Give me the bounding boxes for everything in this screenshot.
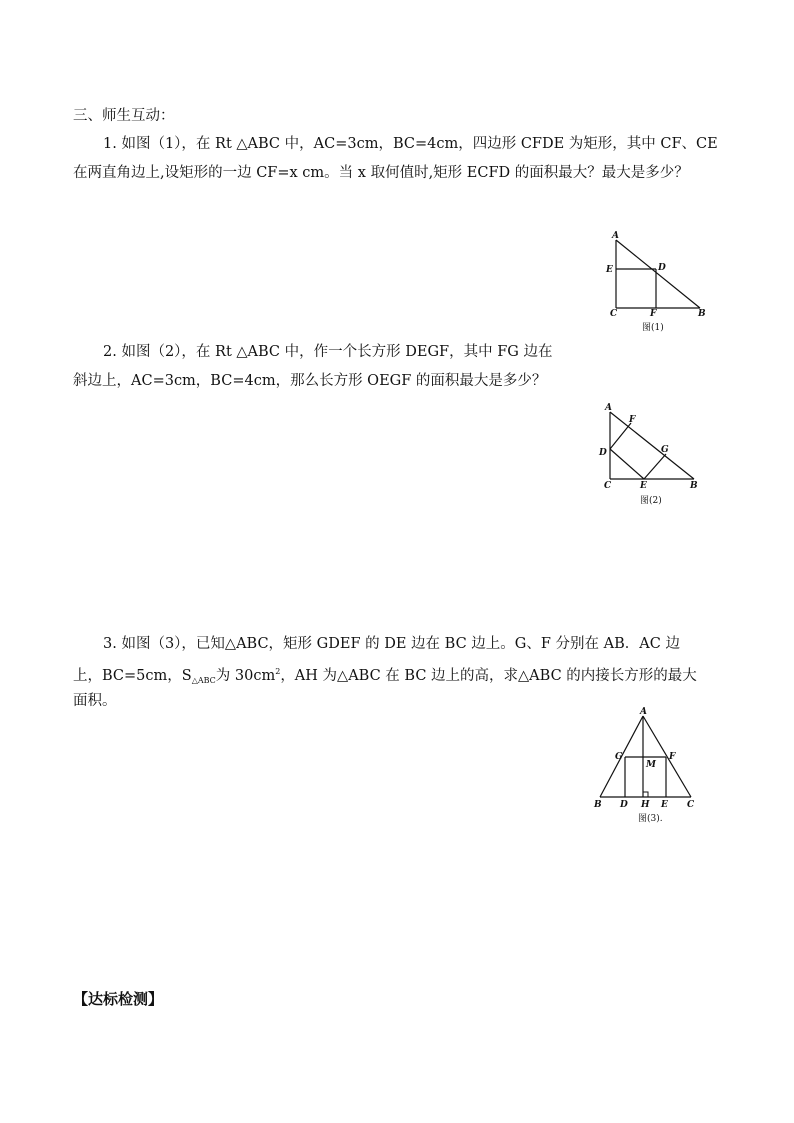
squared-superscript: 2 [275,667,281,676]
problem-3-line-2-b: 为 30cm [215,668,276,684]
problem-3-line-2-c: ，AH 为△ABC 在 BC 边上的高，求△ABC 的内接长方形的最大 [280,668,697,684]
problem-3-line-2 [73,662,697,691]
fig2-label-c: C [604,481,612,491]
fig3-label-c: C [687,800,695,810]
fig2-label-g: G [661,445,669,455]
fig1-label-b: B [698,309,706,319]
footer-heading: 【达标检测】 [73,990,164,1008]
fig1-label-a: A [612,231,619,241]
fig2-label-a: A [605,403,612,413]
fig3-label-h: H [641,800,650,810]
problem-1-line-1: 1. 如图（1），在 Rt △ABC 中，AC=3cm，BC=4cm，四边形 CFDE 为矩形，其中 CF、CE [103,136,718,152]
fig3-caption: 图(3). [638,814,663,824]
fig1-label-d: D [658,263,666,273]
triangle-abc-subscript: △ABC [191,676,216,685]
problem-1-line-2: 在两直角边上,设矩形的一边 CF=x cm。当 x 取何值时,矩形 ECFD 的面积最大？最大是多少？ [73,165,689,181]
figure-3 [590,704,700,830]
problem-3-line-1: 3. 如图（3），已知△ABC，矩形 GDEF 的 DE 边在 BC 边上。G、F 分别在 AB．AC 边 [103,636,680,652]
fig3-label-g: G [615,752,623,762]
fig2-label-d: D [599,448,607,458]
fig3-label-e: E [661,800,668,810]
fig3-label-f: F [669,752,676,762]
figure-1 [600,228,710,338]
section-title: 三、师生互动： [73,108,175,124]
problem-2-line-1: 2. 如图（2），在 Rt △ABC 中，作一个长方形 DEGF，其中 FG 边在 [103,344,553,360]
figure-2 [598,400,708,510]
fig2-caption: 图(2) [640,496,662,506]
fig2-label-e: E [640,481,647,491]
fig1-label-f: F [650,309,657,319]
fig3-label-a: A [640,707,647,717]
fig1-label-e: E [606,265,613,275]
fig2-label-b: B [690,481,698,491]
problem-3-line-3: 面积。 [73,693,117,709]
fig2-label-f: F [629,415,636,425]
fig1-caption: 图(1) [642,323,664,333]
problem-2-line-2: 斜边上，AC=3cm，BC=4cm，那么长方形 OEGF 的面积最大是多少？ [73,373,547,389]
problem-3-line-2-a: 上，BC=5cm，S [73,668,192,684]
fig3-label-m: M [646,760,656,770]
fig1-label-c: C [610,309,618,319]
fig3-label-d: D [620,800,628,810]
fig3-label-b: B [594,800,602,810]
